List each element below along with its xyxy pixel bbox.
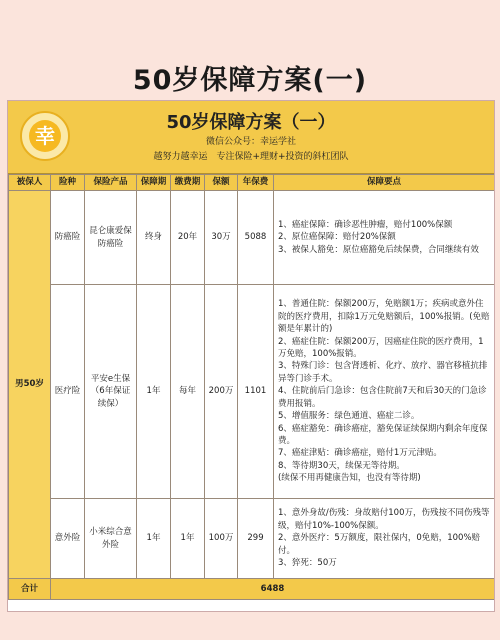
amount-cell: 30万 bbox=[205, 191, 238, 285]
slogan: 越努力越幸运 专注保险+理财+投资的斜杠团队 bbox=[153, 152, 349, 162]
point: 3、猝死：50万 bbox=[278, 558, 337, 569]
point: 4、住院前后门急诊：包含住院前7天和后30天的门急诊费用报销。 bbox=[278, 386, 487, 409]
points-cell bbox=[274, 499, 495, 579]
table-row bbox=[9, 191, 495, 285]
term-cell: 1年 bbox=[137, 285, 171, 499]
insured-cell: 男50岁 bbox=[9, 191, 51, 579]
page-title: 50岁保障方案(一) bbox=[132, 65, 368, 96]
point: 1、普通住院：保额200万，免赔额1万；疾病或意外住院的医疗费用，扣除1万元免赔额后，100%报销。(免赔额是年累计的) bbox=[278, 299, 490, 335]
col-product: 保险产品 bbox=[85, 175, 137, 191]
col-type: 险种 bbox=[51, 175, 85, 191]
plan-sheet bbox=[7, 100, 495, 612]
col-amount: 保额 bbox=[205, 175, 238, 191]
product-cell: 平安e生保（6年保证续保） bbox=[85, 285, 137, 499]
point: 1、癌症保障：确诊恶性肿瘤，赔付100%保额 bbox=[278, 219, 453, 230]
sheet-title: 50岁保障方案（一） bbox=[166, 112, 336, 133]
points-cell bbox=[274, 191, 495, 285]
sheet-header bbox=[8, 101, 494, 174]
col-insured: 被保人 bbox=[9, 175, 51, 191]
plan-table bbox=[8, 174, 495, 600]
logo-icon: 幸 bbox=[29, 120, 61, 152]
points-cell bbox=[274, 285, 495, 499]
pay-cell: 1年 bbox=[171, 499, 205, 579]
point: 6、癌症豁免：确诊癌症，豁免保证续保期内剩余年度保费。 bbox=[278, 423, 488, 446]
type-cell: 防癌险 bbox=[51, 191, 85, 285]
total-row bbox=[9, 579, 495, 600]
table-header-row bbox=[9, 175, 495, 191]
premium-cell: 5088 bbox=[238, 191, 274, 285]
point: 2、癌症住院：保额200万，因癌症住院的医疗费用，1万免赔，100%报销。 bbox=[278, 336, 484, 360]
point: (续保不用再健康告知，也没有等待期) bbox=[278, 473, 421, 484]
product-cell: 昆仑康爱保防癌险 bbox=[85, 191, 137, 285]
pay-cell: 每年 bbox=[171, 285, 205, 499]
term-cell: 终身 bbox=[137, 191, 171, 285]
type-cell: 医疗险 bbox=[51, 285, 85, 499]
table-row bbox=[9, 499, 495, 579]
point: 3、被保人豁免：原位癌豁免后续保费，合同继续有效 bbox=[278, 244, 479, 255]
amount-cell: 100万 bbox=[205, 499, 238, 579]
point: 5、增值服务：绿色通道、癌症二诊。 bbox=[278, 411, 420, 422]
total-label: 合计 bbox=[9, 579, 51, 600]
point: 3、特殊门诊：包含肾透析、化疗、放疗、器官移植抗排异等门诊手术。 bbox=[278, 361, 488, 384]
type-cell: 意外险 bbox=[51, 499, 85, 579]
table-row bbox=[9, 285, 495, 499]
point: 7、癌症津贴：确诊癌症，赔付1万元津贴。 bbox=[278, 448, 442, 459]
amount-cell: 200万 bbox=[205, 285, 238, 499]
col-points: 保障要点 bbox=[274, 175, 495, 191]
pay-cell: 20年 bbox=[171, 191, 205, 285]
premium-cell: 299 bbox=[238, 499, 274, 579]
col-term: 保障期 bbox=[137, 175, 171, 191]
point: 2、意外医疗：5万额度，限社保内，0免赔，100%赔付。 bbox=[278, 533, 481, 556]
product-cell: 小米综合意外险 bbox=[85, 499, 137, 579]
col-pay: 缴费期 bbox=[171, 175, 205, 191]
total-value: 6488 bbox=[51, 579, 495, 600]
wechat-account: 微信公众号：幸运学社 bbox=[205, 137, 296, 147]
premium-cell: 1101 bbox=[238, 285, 274, 499]
point: 2、原位癌保障：赔付20%保额 bbox=[278, 232, 396, 243]
point: 1、意外身故/伤残：身故赔付100万，伤残按不同伤残等级，赔付10%-100%保额。 bbox=[278, 508, 490, 531]
term-cell: 1年 bbox=[137, 499, 171, 579]
col-premium: 年保费 bbox=[238, 175, 274, 191]
point: 8、等待期30天，续保无等待期。 bbox=[278, 460, 405, 471]
